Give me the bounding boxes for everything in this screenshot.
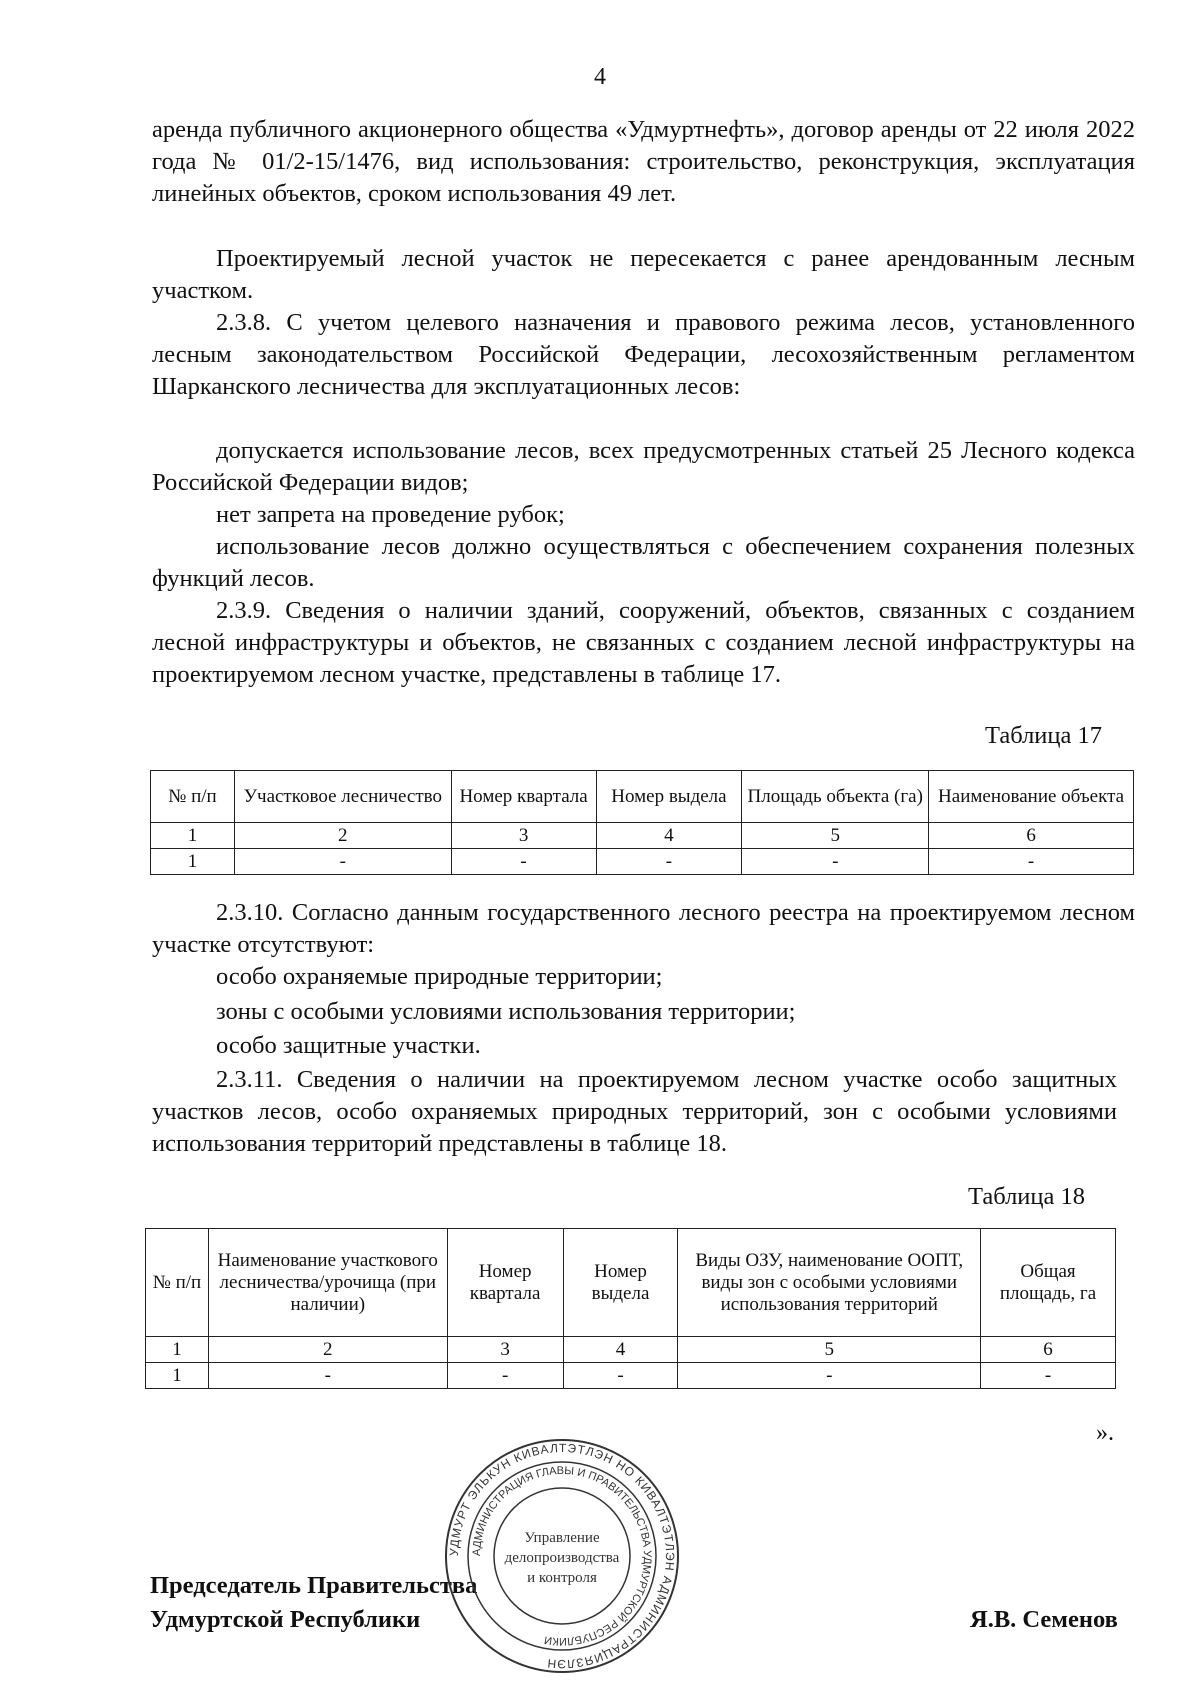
table-18 xyxy=(145,1228,1116,1389)
table-18-number-cell: 6 xyxy=(981,1337,1116,1363)
table-17-header-cell: Номер выдела xyxy=(596,771,742,823)
table-17 xyxy=(150,770,1134,875)
seal-center-line2: делопроизводства xyxy=(504,1550,620,1566)
closing-quote: ». xyxy=(1096,1420,1114,1446)
signature-position-line2: Удмуртской Республики xyxy=(150,1606,421,1633)
paragraph-no-logging-ban: нет запрета на проведение рубок; xyxy=(216,501,565,528)
table-18-header-cell: Общая площадь, га xyxy=(981,1229,1116,1337)
paragraph-2-3-10: 2.3.10. Согласно данным государственного лесного реестра на проектируемом лесном участке отсутствуют: xyxy=(152,899,1135,958)
paragraph-protected-territories: особо охраняемые природные территории; xyxy=(216,963,663,990)
table-18-title: Таблица 18 xyxy=(968,1183,1086,1210)
seal-outer-text: УДМУРТ ЭЛЬКУН КИВАЛТЭТЛЭН НО КИВАЛТЭТЛЭН АДМИНИСТРАЦИЯЗЛЭН xyxy=(446,1440,678,1672)
signature-name: Я.В. Семенов xyxy=(970,1606,1118,1633)
paragraph-2-3-9: 2.3.9. Сведения о наличии зданий, сооружений, объектов, связанных с созданием лесной инфраструктуры и объектов, не связанных с созданием лесной инфраструктуры на проектируемом лесном участке, представлены в таблице 17. xyxy=(152,597,1135,688)
table-17-data-cell: - xyxy=(451,849,596,875)
paragraph-protective-sites: особо защитные участки. xyxy=(216,1032,481,1059)
table-18-number-row xyxy=(146,1337,1116,1363)
paragraph-lease-info: аренда публичного акционерного общества «Удмуртнефть», договор аренды от 22 июля 2022 года № 01/2-15/1476, вид использования: строительство, реконструкция, эксплуатация линейных объектов, сроком использования 49 лет. xyxy=(152,116,1135,207)
table-17-number-row xyxy=(151,823,1134,849)
table-18-number-cell: 4 xyxy=(563,1337,678,1363)
table-17-number-cell: 4 xyxy=(596,823,742,849)
table-17-header-cell: Участковое лесничество xyxy=(234,771,451,823)
table-17-data-cell: 1 xyxy=(151,849,235,875)
seal-center-line1: Управление xyxy=(524,1530,600,1546)
page-number: 4 xyxy=(594,64,606,90)
table-17-data-row xyxy=(151,849,1134,875)
table-17-header-cell: Площадь объекта (га) xyxy=(742,771,929,823)
table-18-number-cell: 1 xyxy=(146,1337,209,1363)
table-18-data-cell: - xyxy=(563,1363,678,1389)
table-18-header-cell: № п/п xyxy=(146,1229,209,1337)
paragraph-use-allowed: допускается использование лесов, всех предусмотренных статьей 25 Лесного кодекса Российской Федерации видов; xyxy=(152,437,1135,496)
table-18-number-cell: 5 xyxy=(678,1337,981,1363)
table-18-number-cell: 3 xyxy=(447,1337,563,1363)
table-17-data-cell: - xyxy=(596,849,742,875)
table-17-number-cell: 3 xyxy=(451,823,596,849)
table-17-data-cell: - xyxy=(929,849,1134,875)
table-17-header-cell: Номер квартала xyxy=(451,771,596,823)
table-17-number-cell: 1 xyxy=(151,823,235,849)
signature-position-line1: Председатель Правительства xyxy=(150,1572,478,1599)
table-18-data-row xyxy=(146,1363,1116,1389)
paragraph-no-intersection: Проектируемый лесной участок не пересекается с ранее арендованным лесным участком. xyxy=(152,245,1135,304)
table-17-data-cell: - xyxy=(742,849,929,875)
seal-inner-text: АДМИНИСТРАЦИЯ ГЛАВЫ И ПРАВИТЕЛЬСТВА УДМУРТСКОЙ РЕСПУБЛИКИ xyxy=(470,1464,654,1648)
table-18-header-cell: Номер выдела xyxy=(563,1229,678,1337)
table-18-data-cell: - xyxy=(678,1363,981,1389)
table-18-header-cell: Виды ОЗУ, наименование ООПТ, виды зон с особыми условиями использования территорий xyxy=(678,1229,981,1337)
table-17-number-cell: 2 xyxy=(234,823,451,849)
table-18-header-cell: Наименование участкового лесничества/урочища (при наличии) xyxy=(208,1229,447,1337)
table-17-header-row xyxy=(151,771,1134,823)
paragraph-2-3-8: 2.3.8. С учетом целевого назначения и правового режима лесов, установленного лесным законодательством Российской Федерации, лесохозяйственным регламентом Шарканского лесничества для эксплуатационных лесов: xyxy=(152,309,1135,400)
official-seal xyxy=(442,1436,682,1676)
paragraph-2-3-11: 2.3.11. Сведения о наличии на проектируемом лесном участке особо защитных участков лесов, особо охраняемых природных территорий, зон с особыми условиями использования территорий представлены в таблице 18. xyxy=(152,1066,1117,1157)
table-17-number-cell: 5 xyxy=(742,823,929,849)
table-18-number-cell: 2 xyxy=(208,1337,447,1363)
table-18-header-row xyxy=(146,1229,1116,1337)
table-18-header-cell: Номер квартала xyxy=(447,1229,563,1337)
table-18-data-cell: - xyxy=(981,1363,1116,1389)
table-17-data-cell: - xyxy=(234,849,451,875)
table-18-data-cell: - xyxy=(447,1363,563,1389)
table-17-header-cell: Наименование объекта xyxy=(929,771,1134,823)
paragraph-special-zones: зоны с особыми условиями использования территории; xyxy=(216,998,796,1025)
table-17-number-cell: 6 xyxy=(929,823,1134,849)
table-18-data-cell: - xyxy=(208,1363,447,1389)
table-17-header-cell: № п/п xyxy=(151,771,235,823)
table-17-title: Таблица 17 xyxy=(985,722,1103,749)
paragraph-forest-functions: использование лесов должно осуществляться с обеспечением сохранения полезных функций лесов. xyxy=(152,533,1135,592)
table-18-data-cell: 1 xyxy=(146,1363,209,1389)
seal-center-line3: и контроля xyxy=(527,1570,597,1586)
